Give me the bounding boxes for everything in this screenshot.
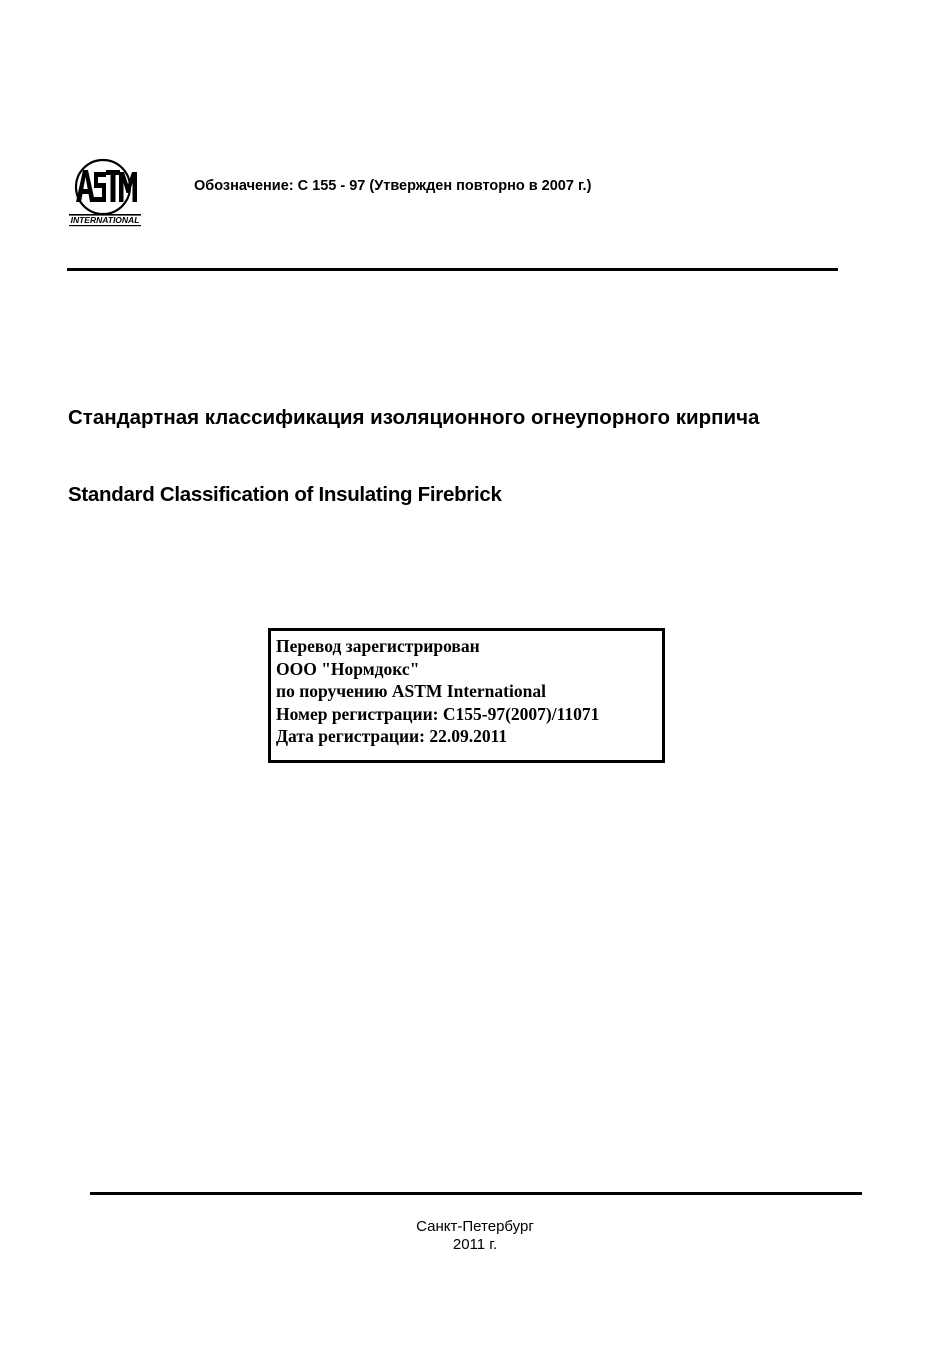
title-english: Standard Classification of Insulating Firebrick — [68, 483, 502, 506]
registration-box — [268, 628, 665, 763]
astm-logo-icon — [66, 158, 144, 228]
registration-line: по поручению ASTM International — [276, 681, 546, 701]
title-russian: Стандартная классификация изоляционного огнеупорного кирпича — [68, 406, 760, 429]
registration-line: Перевод зарегистрирован — [276, 636, 480, 656]
header-divider — [67, 268, 838, 271]
registration-line: ООО "Нормдокс" — [276, 658, 420, 679]
registration-line: Номер регистрации: C155-97(2007)/11071 — [276, 703, 600, 724]
svg-text:INTERNATIONAL: INTERNATIONAL — [70, 215, 140, 225]
document-designation: Обозначение: С 155 - 97 (Утвержден повторно в 2007 г.) — [194, 178, 592, 194]
footer-divider — [90, 1192, 862, 1195]
registration-line: Дата регистрации: 22.09.2011 — [276, 726, 508, 746]
footer-year: 2011 г. — [452, 1236, 498, 1253]
footer-city: Санкт-Петербург — [416, 1218, 534, 1235]
